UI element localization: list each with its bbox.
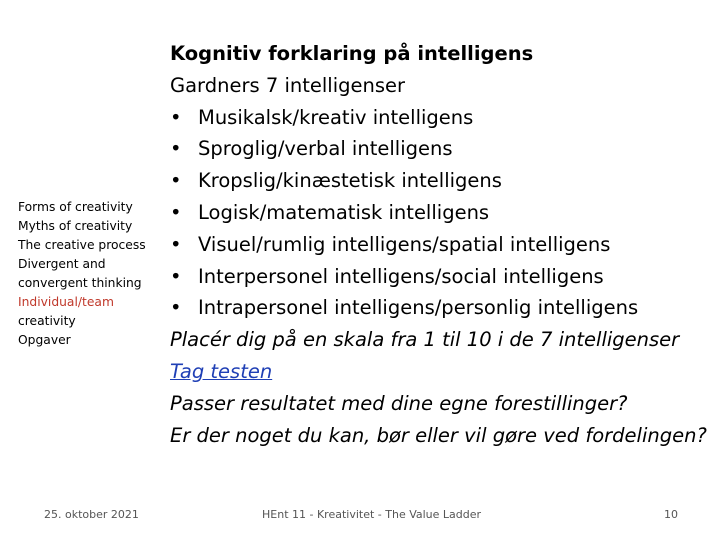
sidebar-item-opgaver[interactable]: Opgaver bbox=[18, 333, 71, 347]
footer-date: 25. oktober 2021 bbox=[44, 508, 139, 521]
bullet-text: Visuel/rumlig intelligens/spatial intelligens bbox=[198, 232, 611, 256]
question-text: Er der noget du kan, bør eller vil gøre ved fordelingen? bbox=[170, 423, 707, 447]
bullet-text: Sproglig/verbal intelligens bbox=[198, 137, 453, 161]
question-text: Passer resultatet med dine egne forestillinger? bbox=[170, 391, 628, 415]
bullet-item bbox=[170, 133, 715, 165]
bullet-item bbox=[170, 229, 715, 261]
bullet-item bbox=[170, 261, 715, 293]
bullet-text: Kropslig/kinæstetisk intelligens bbox=[198, 169, 502, 193]
bullet-icon: • bbox=[170, 169, 182, 193]
sidebar-item-creativity[interactable]: creativity bbox=[18, 314, 76, 328]
sidebar-item-creative-process[interactable]: The creative process bbox=[18, 238, 146, 252]
sidebar-nav bbox=[18, 198, 158, 350]
bullet-text: Logisk/matematisk intelligens bbox=[198, 200, 490, 224]
bullet-item bbox=[170, 292, 715, 324]
sidebar-item-forms-of-creativity[interactable]: Forms of creativity bbox=[18, 200, 133, 214]
slide-content bbox=[170, 38, 715, 451]
bullet-item bbox=[170, 165, 715, 197]
bullet-icon: • bbox=[170, 296, 182, 320]
bullet-icon: • bbox=[170, 105, 182, 129]
take-test-link[interactable]: Tag testen bbox=[170, 359, 273, 383]
slide-subtitle: Gardners 7 intelligenser bbox=[170, 73, 406, 97]
bullet-item bbox=[170, 102, 715, 134]
sidebar-item-divergent-and[interactable]: Divergent and bbox=[18, 257, 106, 271]
bullet-icon: • bbox=[170, 264, 182, 288]
sidebar-item-myths-of-creativity[interactable]: Myths of creativity bbox=[18, 219, 133, 233]
bullet-icon: • bbox=[170, 137, 182, 161]
slide-title: Kognitiv forklaring på intelligens bbox=[170, 42, 534, 65]
bullet-item bbox=[170, 197, 715, 229]
bullet-text: Interpersonel intelligens/social intelligens bbox=[198, 264, 604, 288]
sidebar-item-individual-team[interactable]: Individual/team bbox=[18, 295, 114, 309]
instruction-text: Placér dig på en skala fra 1 til 10 i de 7 intelligenser bbox=[170, 328, 680, 352]
bullet-text: Intrapersonel intelligens/personlig intelligens bbox=[198, 296, 639, 320]
sidebar-item-convergent-thinking[interactable]: convergent thinking bbox=[18, 276, 142, 290]
bullet-icon: • bbox=[170, 232, 182, 256]
footer-title: HEnt 11 - Kreativitet - The Value Ladder bbox=[262, 508, 482, 521]
bullet-text: Musikalsk/kreativ intelligens bbox=[198, 105, 474, 129]
page-number: 10 bbox=[664, 508, 678, 521]
bullet-icon: • bbox=[170, 200, 182, 224]
